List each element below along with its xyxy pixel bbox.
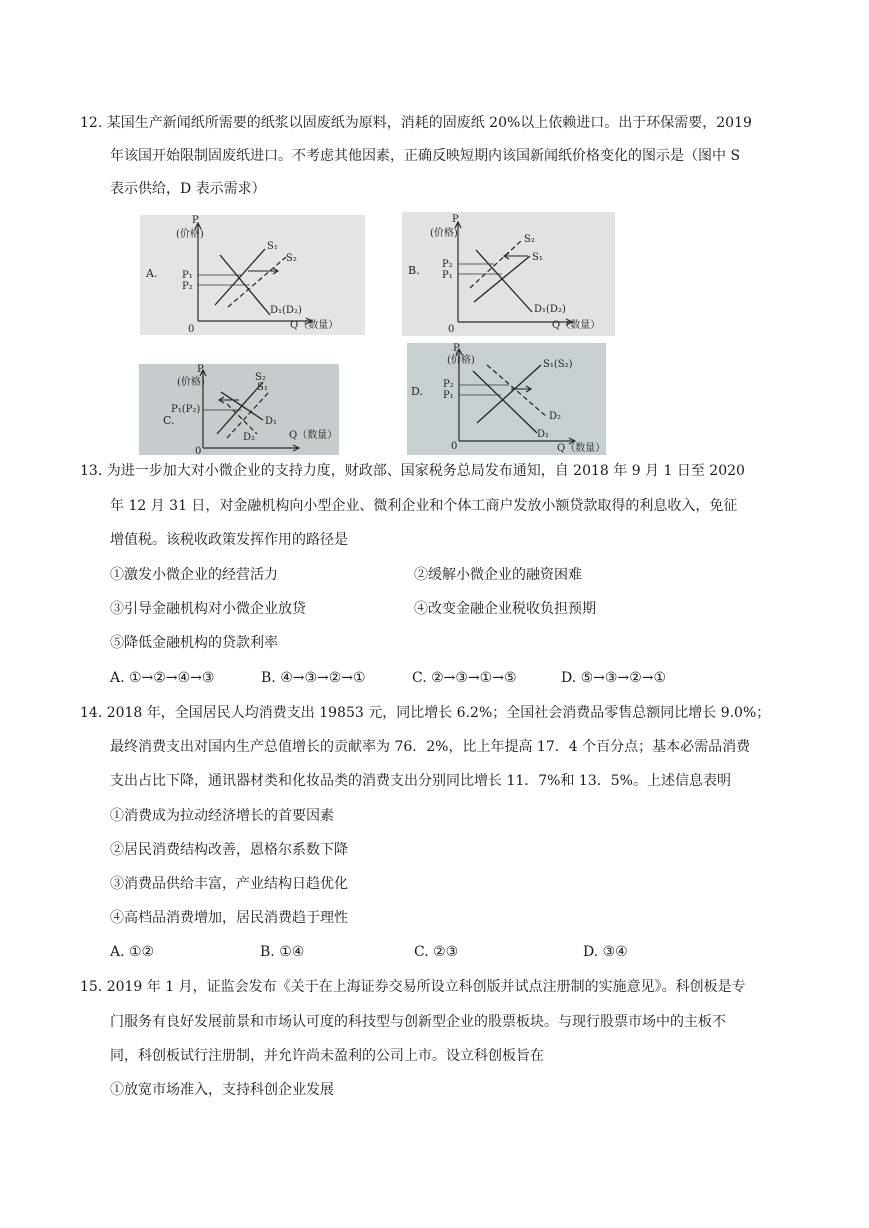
graph-a-q-label: Q（数量） [290,320,339,331]
graph-b-p2: P₂ [442,259,453,270]
graph-b-q-label: Q（数量） [552,320,601,331]
q14-item-3: ③消费品供给丰富，产业结构日趋优化 [110,876,348,892]
graph-a-price-guides [198,275,250,285]
graph-b-p1: P₁ [442,270,453,281]
q14-option-d[interactable]: D. ③④ [583,944,628,960]
q14-stem-line-2: 最终消费支出对国内生产总值增长的贡献率为 76．2%，比上年提高 17．4 个百分点；基本必需品消费 [110,739,751,755]
graph-b-price-guides [458,264,502,274]
graph-c-q-label: Q（数量） [289,430,338,441]
q13-option-b[interactable]: B. ④→③→②→① [261,670,366,686]
graph-d-p1: P₁ [443,390,454,401]
q13-item-5: ⑤降低金融机构的贷款利率 [110,635,278,651]
q12-stem-line-1: 12. 某国生产新闻纸所需要的纸浆以固废纸为原料，消耗的固废纸 20%以上依赖进口。出于环保需要，2019 [80,115,752,131]
q14-item-1: ①消费成为拉动经济增长的首要因素 [110,808,334,824]
graph-d-s-label: S₁(S₂) [543,359,573,370]
graph-a-p1: P₁ [182,270,193,281]
graph-b-letter: B. [408,264,420,277]
graph-b-s2-label: S₂ [524,234,535,245]
q13-stem-line-2: 年 12 月 31 日，对金融机构向小型企业、微利企业和个体工商户发放小额贷款取得的利息收入，免征 [110,498,738,514]
graph-b-price-label: (价格) [430,228,458,239]
q14-item-2: ②居民消费结构改善，恩格尔系数下降 [110,842,348,858]
q14-option-b[interactable]: B. ①④ [260,944,305,960]
graph-c-d2-label: D₂ [243,432,256,443]
q13-stem-line-1: 13. 为进一步加大对小微企业的支持力度，财政部、国家税务总局发布通知，自 2018 年 9 月 1 日至 2020 [80,463,745,479]
graph-c-d1-label: D₁ [265,416,278,427]
graph-c-p-label: P [197,364,204,375]
graph-a [140,215,365,335]
graph-b-d-label: D₁(D₂) [534,304,566,315]
graph-d-d2-curve [487,365,547,417]
graph-c-price-label: (价格) [177,377,205,388]
graph-c-p12: P₁(P₂) [171,404,201,415]
graph-d-shift-arrow [511,386,531,392]
graph-a-shift-arrow [248,268,278,274]
q15-stem-line-3: 同，科创板试行注册制，并允许尚未盈利的公司上市。设立科创板旨在 [110,1048,544,1064]
graph-d-p-label: P [453,343,460,354]
graph-c [139,364,339,455]
q13-item-2: ②缓解小微企业的融资困难 [414,567,582,583]
q14-option-a[interactable]: A. ①② [110,944,155,960]
q14-stem-line-3: 支出占比下降，通讯器材类和化妆品类的消费支出分别同比增长 11．7%和 13．5%。上述信息表明 [110,773,731,789]
graph-a-d-label: D₁(D₂) [270,305,302,316]
q13-item-1: ①激发小微企业的经营活力 [110,567,278,583]
graph-c-letter: C. [163,414,175,427]
graph-a-price-label: (价格) [176,229,204,240]
graph-a-p-label: P [192,215,199,226]
q13-option-d[interactable]: D. ⑤→③→②→① [561,670,667,686]
graph-d-letter: D. [411,385,423,398]
q14-option-c[interactable]: C. ②③ [414,944,459,960]
graph-d-price-label: (价格) [447,355,475,366]
graph-b-p-label: P [452,214,459,225]
graph-b-shift-arrow [504,253,528,259]
q12-stem-line-2: 年该国开始限制固废纸进口。不考虑其他因素，正确反映短期内该国新闻纸价格变化的图示是（图中 S [110,148,741,164]
graph-d-d2-label: D₂ [549,411,562,422]
graph-a-p2: P₂ [182,281,193,292]
graph-a-origin: 0 [188,324,195,335]
graph-a-s2-label: S₂ [286,253,297,264]
graph-d-origin: 0 [451,441,458,452]
graph-d-d1-curve [473,371,537,433]
q13-option-a[interactable]: A. ①→②→④→③ [110,670,215,686]
graph-c-s1-label: S₁ [257,382,268,393]
graph-c-s2-label: S₂ [255,372,266,383]
graph-c-d2-curve [227,404,257,434]
graph-d [407,343,606,455]
q14-stem-line-1: 14. 2018 年，全国居民人均消费支出 19853 元，同比增长 6.2%；全国社会消费品零售总额同比增长 9.0%； [80,705,771,721]
q13-option-c[interactable]: C. ②→③→①→⑤ [412,670,517,686]
graph-b-origin: 0 [448,324,455,335]
graph-d-supply-curve [477,365,541,423]
graph-d-price-guides [459,385,509,395]
graph-b-s1-label: S₁ [532,252,543,263]
graph-d-p2: P₂ [443,379,454,390]
graph-d-q-label: Q（数量） [557,443,606,454]
graph-a-letter: A. [146,267,158,280]
graph-b [402,212,615,336]
graph-a-s1-label: S₁ [267,241,278,252]
q13-stem-line-3: 增值税。该税收政策发挥作用的路径是 [110,532,348,548]
q13-item-3: ③引导金融机构对小微企业放贷 [110,601,306,617]
q15-stem-line-1: 15. 2019 年 1 月，证监会发布《关于在上海证券交易所设立科创版并试点注册制的实施意见》。科创板是专 [80,979,746,995]
q15-item-1: ①放宽市场准入，支持科创企业发展 [110,1082,334,1098]
q12-stem-line-3: 表示供给，D 表示需求） [110,181,266,197]
graph-b-demand-curve [476,250,532,312]
q13-item-4: ④改变金融企业税收负担预期 [414,601,596,617]
graph-c-origin: 0 [195,446,202,455]
q15-stem-line-2: 门服务有良好发展前景和市场认可度的科技型与创新型企业的股票板块。与现行股票市场中的主板不 [110,1014,726,1030]
graph-d-d1-label: D₁ [537,429,550,440]
q14-item-4: ④高档品消费增加，居民消费趋于理性 [110,910,348,926]
